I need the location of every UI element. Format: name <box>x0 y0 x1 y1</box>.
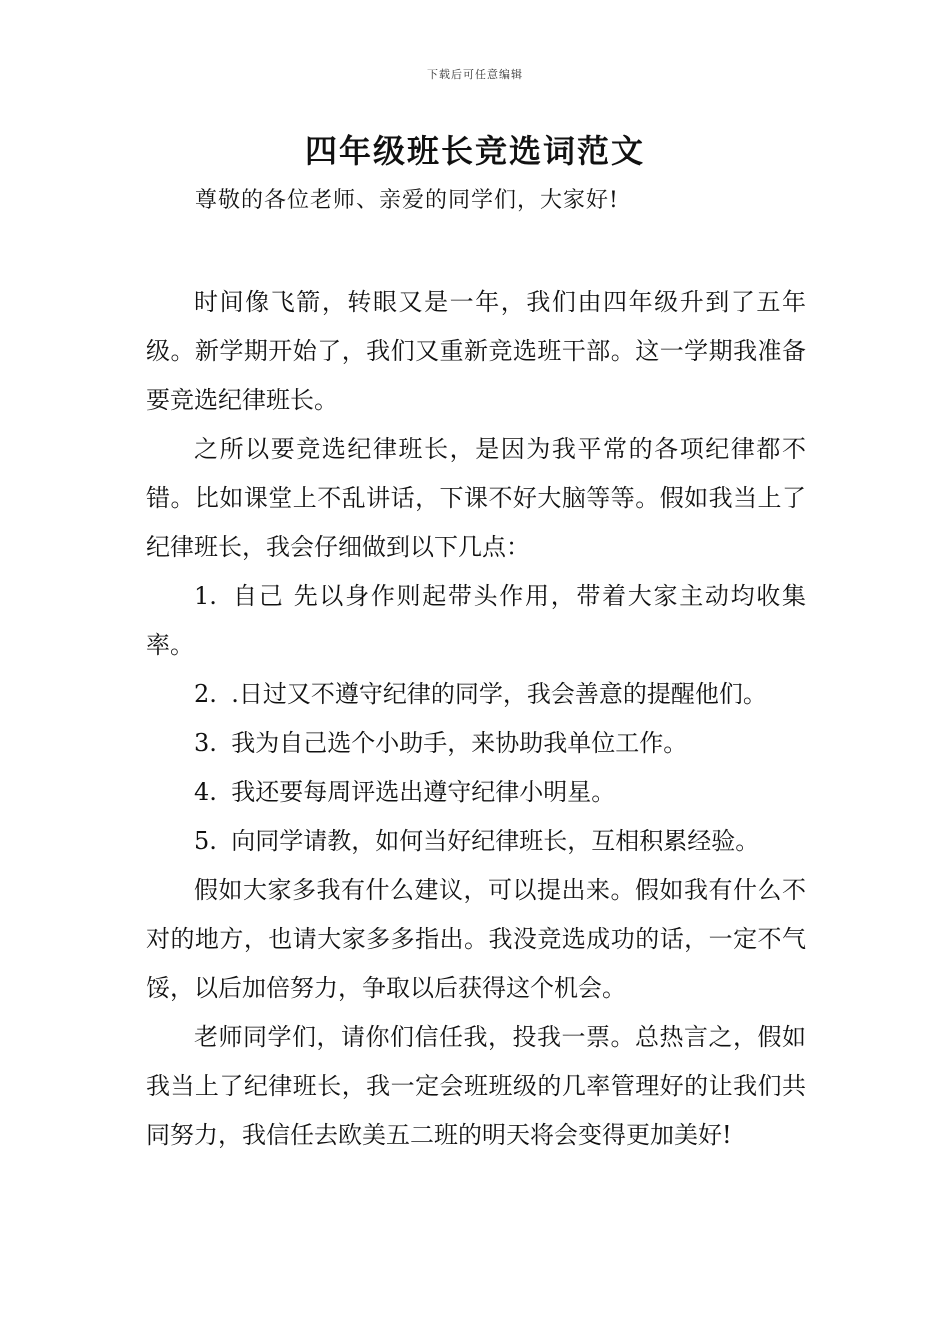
list-item-text: .日过又不遵守纪律的同学，我会善意的提醒他们。 <box>231 680 767 708</box>
list-item <box>146 572 806 670</box>
list-item-text: 向同学请教，如何当好纪律班长，互相积累经验。 <box>231 827 760 855</box>
greeting: 尊敬的各位老师、亲爱的同学们，大家好! <box>195 188 619 213</box>
list-item-text: 我还要每周评选出遵守纪律小明星。 <box>231 778 616 806</box>
list-item-number: 1. <box>194 582 217 610</box>
document-title: 四年级班长竞选词范文 <box>304 132 645 170</box>
paragraph: 假如大家多我有什么建议，可以提出来。假如我有什么不对的地方，也请大家多多指出。我没竞选成功的话，一定不气馁，以后加倍努力，争取以后获得这个机会。 <box>146 876 806 1002</box>
header-note: 下载后可任意编辑 <box>427 68 523 81</box>
list-item-number: 3. <box>194 729 217 757</box>
list-item <box>146 768 806 817</box>
list-item-number: 4. <box>194 778 217 806</box>
paragraph: 之所以要竞选纪律班长，是因为我平常的各项纪律都不错。比如课堂上不乱讲话，下课不好大脑等等。假如我当上了纪律班长，我会仔细做到以下几点： <box>146 435 806 561</box>
list-item-text: 我为自己选个小助手，来协助我单位工作。 <box>231 729 688 757</box>
list-item <box>146 719 806 768</box>
list-item <box>146 817 806 866</box>
paragraph: 老师同学们，请你们信任我，投我一票。总热言之，假如我当上了纪律班长，我一定会班班级的几率管理好的让我们共同努力，我信任去欧美五二班的明天将会变得更加美好! <box>146 1023 806 1149</box>
list-item-text: 自己 先以身作则起带头作用，带着大家主动均收集率。 <box>146 582 806 659</box>
list-item-number: 2. <box>194 680 217 708</box>
paragraph: 时间像飞箭，转眼又是一年，我们由四年级升到了五年级。新学期开始了，我们又重新竞选班干部。这一学期我准备要竞选纪律班长。 <box>146 288 806 414</box>
list-item-number: 5. <box>194 827 217 855</box>
document-body <box>146 278 806 1160</box>
list-item <box>146 670 806 719</box>
